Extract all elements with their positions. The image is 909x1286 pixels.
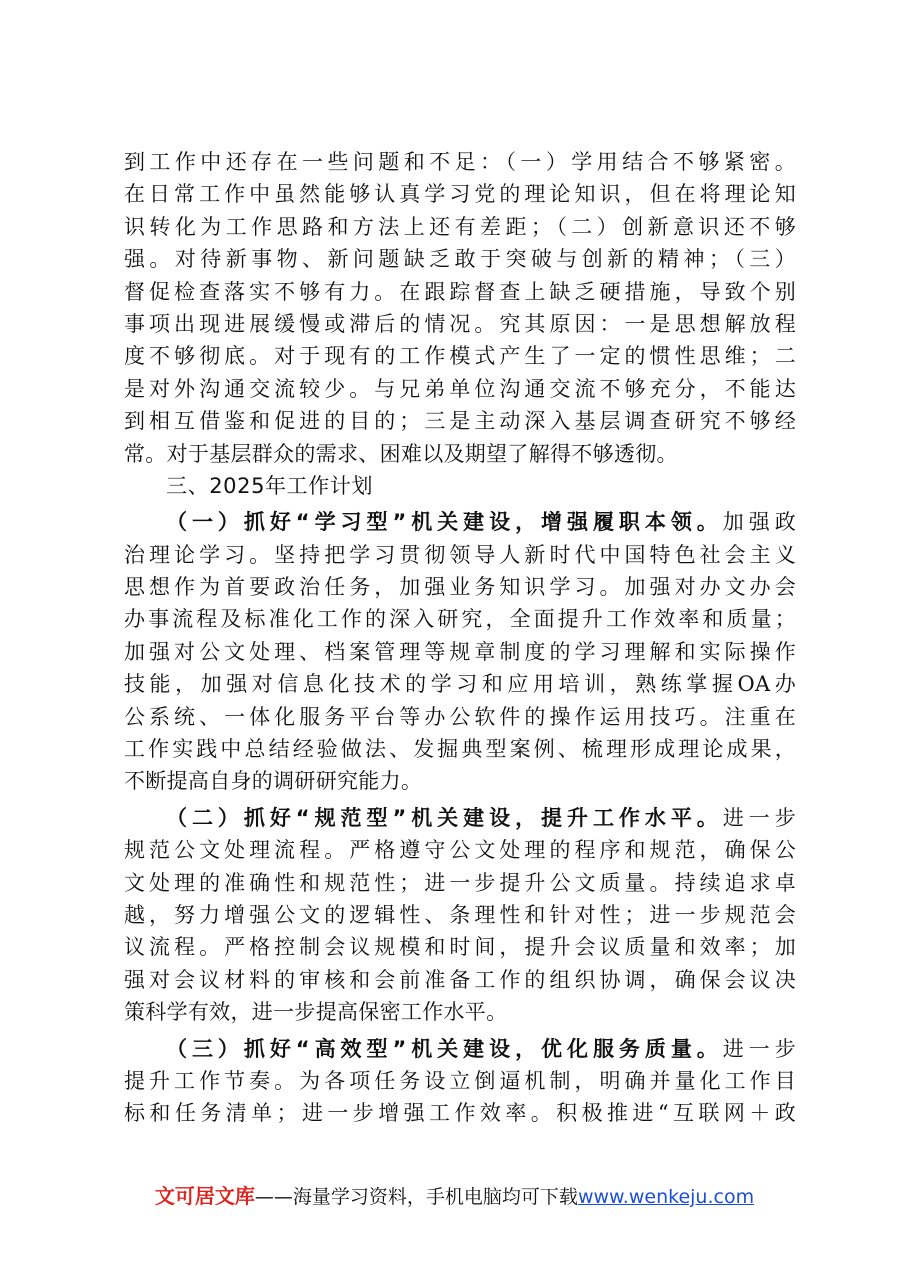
text-line: 文处理的准确性和规范性；进一步提升公文质量。持续追求卓: [124, 870, 796, 895]
text-line: 在日常工作中虽然能够认真学习党的理论知识，但在将理论知: [124, 182, 796, 207]
text-line: 事项出现进展缓慢或滞后的情况。究其原因：一是思想解放程: [124, 311, 796, 336]
text-line: 度不够彻底。对于现有的工作模式产生了一定的惯性思维；二: [124, 344, 796, 369]
item-text: 进一步: [722, 805, 797, 830]
text-line: 办事流程及标准化工作的深入研究，全面提升工作效率和质量；: [124, 607, 796, 632]
text-line: 强。对待新事物、新问题缺乏敢于突破与创新的精神；（三）: [124, 247, 796, 272]
item-first-line: [124, 506, 796, 538]
text-line: 到工作中还存在一些问题和不足：（一）学用结合不够紧密。: [124, 150, 796, 174]
plan-item-3: [124, 1033, 796, 1130]
text-line: 策科学有效，进一步提高保密工作水平。: [124, 1000, 508, 1025]
text-line: 治理论学习。坚持把学习贯彻领导人新时代中国特色社会主义: [124, 542, 796, 567]
text-line: 公系统、一体化服务平台等办公软件的操作运用技巧。注重在: [124, 704, 796, 729]
intro-paragraph: [124, 146, 796, 470]
text-line: 强对会议材料的审核和会前准备工作的组织协调，确保会议决: [124, 967, 796, 992]
item-text: 加强政: [722, 510, 797, 535]
footer-slogan: ——海量学习资料，手机电脑均可下载: [254, 1186, 578, 1208]
text-line: 越，努力增强公文的逻辑性、条理性和针对性；进一步规范会: [124, 902, 796, 927]
text-line: 技能，加强对信息化技术的学习和应用培训，熟练掌握OA办: [124, 672, 796, 697]
text-line: 是对外沟通交流较少。与兄弟单位沟通交流不够充分，不能达: [124, 376, 796, 401]
document-body: [124, 146, 796, 1130]
item-heading: （二）抓好“规范型”机关建设，提升工作水平。: [166, 805, 723, 830]
text-line: 思想作为首要政治任务，加强业务知识学习。加强对办文办会: [124, 575, 796, 600]
text-line: 规范公文处理流程。严格遵守公文处理的程序和规范，确保公: [124, 838, 796, 863]
text-line: 标和任务清单；进一步增强工作效率。积极推进“互联网＋政: [124, 1101, 796, 1126]
text-line: 加强对公文处理、档案管理等规章制度的学习理解和实际操作: [124, 639, 796, 664]
text-line: 督促检查落实不够有力。在跟踪督查上缺乏硬措施，导致个别: [124, 279, 796, 304]
text-line: 不断提高自身的调研研究能力。: [124, 769, 423, 794]
text-line: 识转化为工作思路和方法上还有差距；（二）创新意识还不够: [124, 214, 796, 239]
item-first-line: [124, 802, 796, 834]
text-line: 提升工作节奏。为各项任务设立倒逼机制，明确并量化工作目: [124, 1068, 796, 1093]
item-heading: （一）抓好“学习型”机关建设，增强履职本领。: [166, 510, 723, 535]
plan-item-1: [124, 506, 796, 798]
text-line: 议流程。严格控制会议规模和时间，提升会议质量和效率；加: [124, 935, 796, 960]
section-heading: 三、2025年工作计划: [166, 473, 374, 498]
website-link[interactable]: www.wenkeju.com: [577, 1186, 755, 1208]
text-line: 工作实践中总结经验做法、发掘典型案例、梳理形成理论成果，: [124, 737, 796, 762]
text-line: 到相互借鉴和促进的目的；三是主动深入基层调查研究不够经: [124, 409, 796, 434]
item-first-line: [124, 1033, 796, 1065]
item-text: 进一步: [722, 1036, 797, 1061]
plan-item-2: [124, 802, 796, 1029]
footer-banner: [0, 1180, 909, 1209]
brand-name: 文可居文库: [154, 1184, 255, 1208]
text-line: 常。对于基层群众的需求、困难以及期望了解得不够透彻。: [124, 441, 678, 466]
item-heading: （三）抓好“高效型”机关建设，优化服务质量。: [166, 1036, 723, 1061]
